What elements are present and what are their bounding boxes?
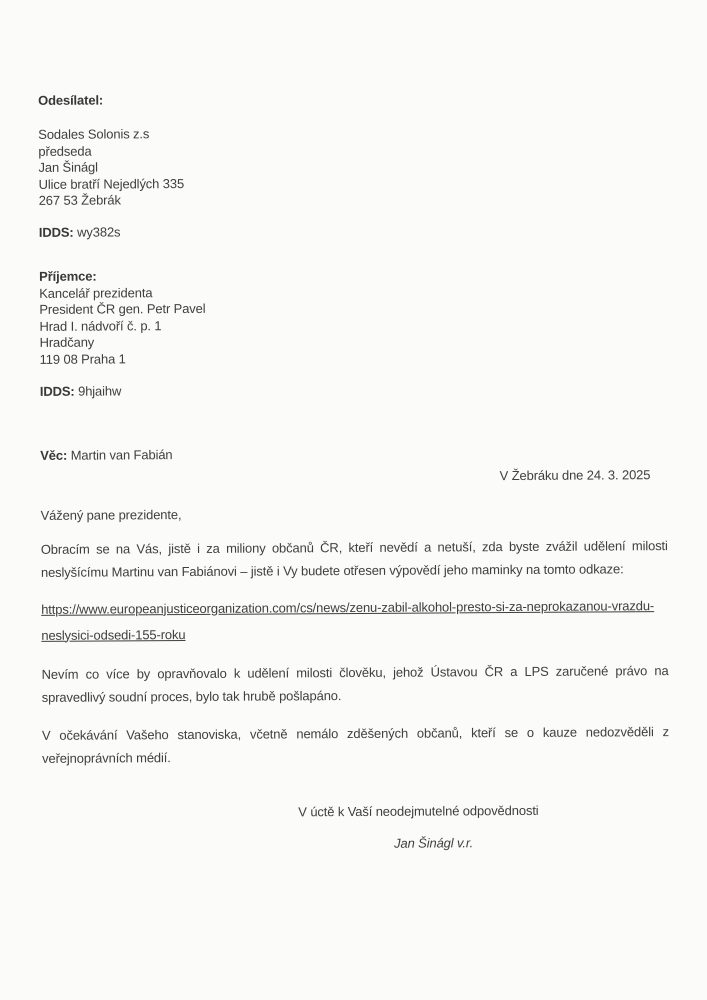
subject-line xyxy=(40,443,667,464)
paragraph-expectation: V očekávání Vašeho stanoviska, včetně nemálo zděšených občanů, kteří se o kauze nedozvěděli z veřejnoprávních médií. xyxy=(41,723,669,766)
article-link[interactable] xyxy=(41,593,668,649)
sender-name: Jan Šinágl xyxy=(38,159,98,176)
recipient-name: President ČR gen. Petr Pavel xyxy=(39,301,206,318)
sender-role: předseda xyxy=(38,143,92,159)
recipient-district: Hradčany xyxy=(39,334,95,351)
sender-street: Ulice bratří Nejedlých 335 xyxy=(38,175,185,192)
sender-city: 267 53 Žebrák xyxy=(38,192,121,209)
sender-idds-value: wy382s xyxy=(77,224,121,240)
recipient-idds-label: IDDS: xyxy=(39,383,75,399)
paragraph-justification: Nevím co více by opravňovalo k udělení milosti člověku, jehož Ústavou ČR a LPS zaručené právo na spravedlivý soudní proces, bylo tak hrubě pošlapáno. xyxy=(41,662,669,705)
closing-line: V úctě k Vaší neodejmutelné odpovědnosti xyxy=(298,802,539,819)
sender-organization: Sodales Solonis z.s xyxy=(38,126,150,142)
dateline: V Žebráku dne 24. 3. 2025 xyxy=(499,466,651,483)
recipient-address xyxy=(39,282,666,369)
recipient-street: Hrad I. nádvoří č. p. 1 xyxy=(39,317,162,334)
subject-value: Martin van Fabián xyxy=(70,446,173,463)
recipient-city: 119 08 Praha 1 xyxy=(39,351,126,367)
recipient-idds-value: 9hjaihw xyxy=(78,382,122,399)
article-link-line-1: https://www.europeanjusticeorganization.com/cs/news/zenu-zabil-alkohol-presto-si-za-neprokazanou-vrazdu- xyxy=(41,597,655,617)
recipient-office: Kancelář prezidenta xyxy=(39,284,153,301)
sender-idds-label: IDDS: xyxy=(38,224,74,240)
recipient-label: Příjemce: xyxy=(39,268,97,284)
letter-content xyxy=(38,88,670,853)
subject-label: Věc: xyxy=(40,447,68,463)
signature: Jan Šinágl v.r. xyxy=(394,834,474,851)
sender-address xyxy=(38,123,665,210)
recipient-idds xyxy=(40,379,667,400)
sender-idds xyxy=(39,220,666,241)
sender-label: Odesílatel: xyxy=(38,92,104,108)
paragraph-appeal: Obracím se na Vás, jistě i za miliony občanů ČR, kteří nevědí a netuší, zda byste zvážil udělení milosti neslyšícímu Martinu van Fabiánovi – jistě i Vy budete otřesen výpovědí jeho maminky na tomto odkaze: xyxy=(40,537,668,580)
salutation: Vážený pane prezidente, xyxy=(40,506,182,523)
article-link-line-2: neslysici-odsedi-155-roku xyxy=(41,626,186,643)
link-paragraph xyxy=(41,593,668,649)
